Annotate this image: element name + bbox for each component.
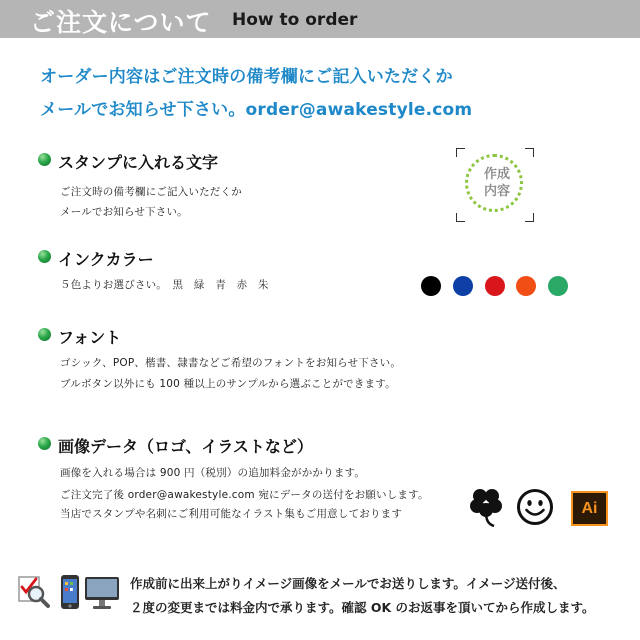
stamp-sample bbox=[456, 148, 534, 222]
image-data-line-1: 画像を入れる場合は 900 円（税別）の追加料金がかかります。 bbox=[60, 467, 366, 479]
bullet-icon bbox=[38, 328, 51, 341]
header-bar bbox=[0, 0, 640, 38]
section-ink-color-heading bbox=[38, 247, 154, 269]
stamp-circle bbox=[465, 154, 523, 212]
section-title: 画像データ（ロゴ、イラストなど） bbox=[58, 437, 313, 456]
bullet-icon bbox=[38, 437, 51, 450]
page-title: ご注文について bbox=[30, 8, 212, 37]
lead-line-2: メールでお知らせ下さい。order@awakestyle.com bbox=[40, 100, 473, 120]
crop-mark-icon bbox=[525, 148, 534, 157]
stamp-text-line-2: メールでお知らせ下さい。 bbox=[60, 206, 188, 218]
ink-swatch-green[interactable] bbox=[548, 276, 568, 296]
image-data-line-3: 当店でスタンプや名刺にご利用可能なイラスト集もご用意しております bbox=[60, 508, 403, 520]
smartphone-icon bbox=[60, 574, 80, 610]
illustrator-badge: Ai bbox=[581, 499, 598, 517]
ink-swatch-red[interactable] bbox=[485, 276, 505, 296]
section-image-data-heading bbox=[38, 434, 313, 456]
lead-line-1: オーダー内容はご注文時の備考欄にご記入いただくか bbox=[40, 67, 453, 87]
ink-color-line: ５色よりお選びさい。 黒 緑 青 赤 朱 bbox=[60, 279, 269, 291]
section-stamp-text-heading bbox=[38, 150, 218, 172]
monitor-icon bbox=[84, 576, 120, 610]
stamp-text-line-1: ご注文時の備考欄にご記入いただくか bbox=[60, 186, 242, 198]
footer-line-2: ２度の変更までは料金内で承ります。確認 OK のお返事を頂いてから作成します。 bbox=[130, 600, 595, 615]
checklist-search-icon bbox=[16, 573, 52, 609]
page-subtitle: How to order bbox=[232, 10, 358, 30]
font-line-1: ゴシック、POP、楷書、隷書などご希望のフォントをお知らせ下さい。 bbox=[60, 357, 402, 369]
section-font-heading bbox=[38, 325, 121, 347]
section-title: スタンプに入れる文字 bbox=[58, 153, 219, 172]
image-data-line-2: ご注文完了後 order@awakestyle.com 宛にデータの送付をお願いします。 bbox=[60, 489, 429, 501]
stamp-sample-line-2: 内容 bbox=[483, 184, 510, 199]
stamp-sample-line-1: 作成 bbox=[483, 167, 510, 182]
section-title: フォント bbox=[58, 328, 122, 347]
bullet-icon bbox=[38, 153, 51, 166]
section-title: インクカラー bbox=[58, 250, 154, 269]
smiley-icon bbox=[516, 488, 554, 526]
bullet-icon bbox=[38, 250, 51, 263]
font-line-2: ブルボタン以外にも 100 種以上のサンプルから選ぶことができます。 bbox=[60, 378, 396, 390]
crop-mark-icon bbox=[456, 148, 465, 157]
crop-mark-icon bbox=[456, 213, 465, 222]
clover-icon bbox=[466, 486, 506, 528]
ink-swatch-blue[interactable] bbox=[453, 276, 473, 296]
ink-swatch-black[interactable] bbox=[421, 276, 441, 296]
footer-line-1: 作成前に出来上がりイメージ画像をメールでお送りします。イメージ送付後、 bbox=[130, 576, 566, 591]
crop-mark-icon bbox=[525, 213, 534, 222]
ink-swatch-vermilion[interactable] bbox=[516, 276, 536, 296]
illustrator-icon bbox=[571, 491, 608, 526]
